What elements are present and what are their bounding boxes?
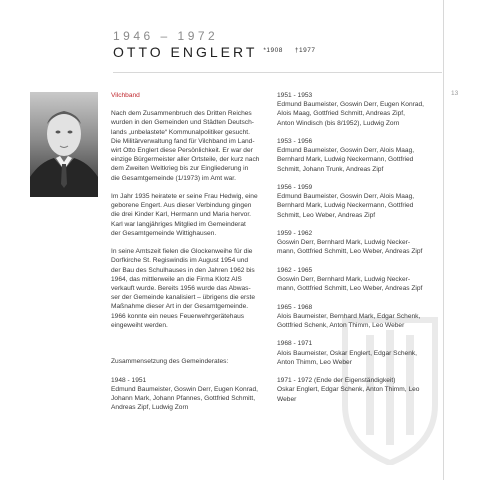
term-years: 1948 - 1951	[111, 376, 147, 384]
section-title: Vilchband	[111, 92, 140, 99]
coat-of-arms-watermark-icon	[340, 315, 440, 465]
paragraph-family: Im Jahr 1935 heiratete er seine Frau Hedwig, eine geborene Engert. Aus dieser Verbindung gingen die drei Kinder Karl, Hermann und Maria hervor. Karl war langjähriges Mitglied im Gemeinderat der Gesamtgemeinde Wittighausen.	[111, 193, 258, 237]
term-years: 1951 - 1953	[277, 92, 313, 99]
council-term	[277, 137, 442, 174]
term-years: 1959 - 1962	[277, 230, 313, 237]
paragraph-term: In seine Amtszeit fielen die Glockenweihe für die Dorfkirche St. Regiswindis im August 1954 und der Bau des Schulhauses in den Jahren 1962 bis 1964, das mittlerweile an die Firma Klotz AIS verkauft wurde. Bereits 1956 wurde das Abwas- ser der Gemeinde kanalisiert – übrigens die erste Maßnahme dieser Art in der Gesamtgemeinde. 1966 konnte ein neues Feuerwehrgerätehaus eingeweiht werden.	[111, 248, 256, 329]
page-number: 13	[451, 90, 459, 97]
council-heading: Zusammensetzung des Gemeinderates:	[111, 358, 229, 366]
term-years: 1968 - 1971	[277, 340, 313, 348]
term-members: Edmund Baumeister, Goswin Derr, Eugen Konrad, Alois Maag, Gottfried Schmitt, Andreas Zipf, Anton Windisch (bis 8/1952), Ludwig Zorn	[277, 101, 424, 127]
term-years: 1971 - 1972 (Ende der Eigenständigkeit)	[277, 377, 396, 385]
term-years: 1962 - 1965	[277, 266, 313, 274]
council-term	[277, 91, 442, 128]
term-years: 1956 - 1959	[277, 184, 313, 191]
paragraph-history: Nach dem Zusammenbruch des Dritten Reiches wurden in den Gemeinden und Städten Deutsch- lands „unbelastete“ Kommunalpolitiker gesucht. Die Militärverwaltung fand für Vilchband im Land- wirt Otto Englert diese Persönlichkeit. Er war der einzige Bürgermeister aller Ortsteile, der kurz nach dem Zweiten Weltkrieg bis zur Eingliederung in die Gesamtgemeinde (1/1973) im Amt war.	[111, 110, 260, 182]
left-column	[111, 91, 271, 422]
term-members: Alois Baumeister, Oskar Englert, Edgar Schenk, Anton Thimm, Leo Weber	[277, 349, 417, 366]
margin-rule	[443, 0, 444, 480]
term-members: Edmund Baumeister, Goswin Derr, Alois Maag, Bernhard Mark, Ludwig Neckermann, Gottfried Schmitt, Leo Weber, Andreas Zipf	[277, 193, 415, 219]
term-members: Goswin Derr, Bernhard Mark, Ludwig Necker- mann, Gottfried Schmitt, Leo Weber, Andreas Zipf	[277, 239, 423, 256]
council-term	[277, 183, 442, 220]
person-name: OTTO ENGLERT	[113, 44, 258, 60]
term-members: Goswin Derr, Bernhard Mark, Ludwig Necker- mann, Gottfried Schmitt, Leo Weber, Andreas Zipf	[277, 276, 423, 293]
term-members: Alois Baumeister, Bernhard Mark, Edgar Schenk, Gottfried Schenk, Anton Thimm, Leo Weber	[277, 312, 421, 329]
birth-year: *1908	[263, 47, 283, 54]
council-term	[277, 266, 442, 294]
portrait-photo	[30, 92, 98, 197]
council-term	[277, 229, 442, 257]
death-year: †1977	[294, 47, 316, 54]
header-years: 1946 – 1972	[113, 29, 219, 43]
term-years: 1953 - 1956	[277, 138, 313, 145]
term-members: Edmund Baumeister, Goswin Derr, Alois Maag, Bernhard Mark, Ludwig Neckermann, Gottfried Schmitt, Johann Trunk, Andreas Zipf	[277, 147, 415, 173]
term-years: 1965 - 1968	[277, 303, 313, 311]
header-rule	[113, 72, 442, 73]
term-members: Edmund Baumeister, Goswin Derr, Eugen Konrad, Johann Mark, Johann Pfannes, Gottfried Schmitt, Andreas Zipf, Ludwig Zorn	[111, 385, 258, 412]
council-term	[111, 376, 271, 413]
header-name	[113, 44, 315, 60]
term-members: Oskar Englert, Edgar Schenk, Anton Thimm, Weber	[277, 386, 407, 403]
